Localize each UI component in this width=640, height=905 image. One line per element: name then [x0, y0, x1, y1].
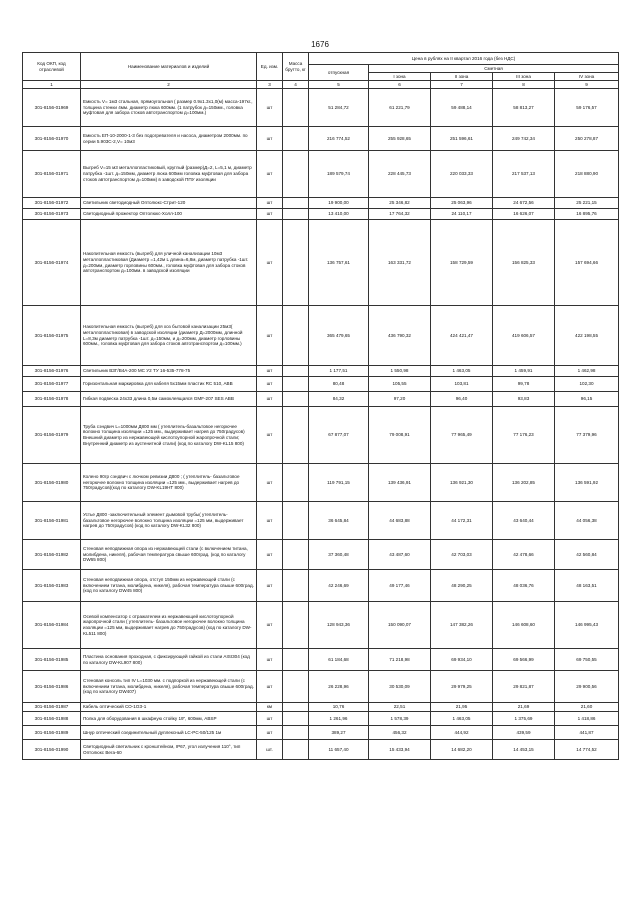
name-cell: Емкость ЕП-10-2000-1-3 без подогревателя и насоса, диаметром 2000мм. по серии 5.903С-2,V= 10м3: [81, 127, 257, 151]
zone-2-price-cell: 1 463,05: [431, 366, 493, 377]
zone-1-price-cell: 71 218,98: [369, 649, 431, 671]
header-zone-2: II зона: [431, 73, 493, 81]
zone-2-price-cell: 424 421,47: [431, 306, 493, 366]
mass-cell: [283, 726, 309, 740]
mass-cell: [283, 392, 309, 407]
unit-cell: шт: [257, 127, 283, 151]
zone-3-price-cell: 136 202,85: [493, 464, 555, 502]
release-price-cell: 389,27: [309, 726, 369, 740]
name-cell: Кабель оптический СО-1ОЗ-1: [81, 703, 257, 712]
zone-2-price-cell: 42 703,03: [431, 540, 493, 570]
code-cell: 301-8156-01972: [23, 198, 81, 209]
unit-cell: шт: [257, 89, 283, 127]
release-price-cell: 42 246,69: [309, 570, 369, 602]
mass-cell: [283, 703, 309, 712]
zone-1-price-cell: 139 436,91: [369, 464, 431, 502]
code-cell: 301-8156-01989: [23, 726, 81, 740]
zone-1-price-cell: 456,32: [369, 726, 431, 740]
name-cell: Светильник ВЗГ/В4А-200 МС У2 ТУ 16-535-778-75: [81, 366, 257, 377]
unit-cell: шт: [257, 377, 283, 392]
table-row: [23, 570, 619, 602]
code-cell: 301-8156-01981: [23, 502, 81, 540]
zone-4-price-cell: 102,30: [555, 377, 619, 392]
zone-2-price-cell: 220 033,33: [431, 151, 493, 198]
mass-cell: [283, 712, 309, 726]
name-cell: Стеновая неподвижная опора из нержавеющей стали (с включением титана, молибдена, никеля), рабочая температура свыше 600град. (код по каталогу DW65 800): [81, 540, 257, 570]
mass-cell: [283, 540, 309, 570]
zone-3-price-cell: 43 640,44: [493, 502, 555, 540]
release-price-cell: 119 791,15: [309, 464, 369, 502]
zone-1-price-cell: 44 683,88: [369, 502, 431, 540]
name-cell: Пластина основания проходная, с фиксирующей гайкой из стали AISI304 (код по каталогу DW-KL907 800): [81, 649, 257, 671]
table-row: [23, 703, 619, 712]
zone-1-price-cell: 1 578,39: [369, 712, 431, 726]
name-cell: Выгреб V=15 м3 металлопластиковый, круглый (размер)Д=2, L=5,1 м, диаметр патрубка -1шт. д=150мм, диаметр люка 600мм головка муфтовая для забора стоков автотранспортом д=100мм) в заводской ППУ изоляции: [81, 151, 257, 198]
column-number: 3: [257, 81, 283, 89]
code-cell: 301-8156-01990: [23, 740, 81, 760]
name-cell: Горизонтальная маркировка для кабеля 5х15мм пластик RC 510, ABB: [81, 377, 257, 392]
table-row: [23, 602, 619, 649]
unit-cell: шт: [257, 198, 283, 209]
zone-3-price-cell: 14 453,15: [493, 740, 555, 760]
zone-4-price-cell: 96,15: [555, 392, 619, 407]
release-price-cell: 19 900,00: [309, 198, 369, 209]
release-price-cell: 365 479,65: [309, 306, 369, 366]
table-row: [23, 464, 619, 502]
name-cell: Колено 90гр сэндвич с лючком ревизии Д800 ; ( утеплитель- базальтовое негорючее волокно толщина изоляции =125 мм., выдерживает нагрев до 750градусов)(код по каталогу DW-KL19НТ 800): [81, 464, 257, 502]
table-row: [23, 502, 619, 540]
table-row: [23, 407, 619, 464]
table-row: [23, 712, 619, 726]
zone-3-price-cell: 69 566,99: [493, 649, 555, 671]
table-row: [23, 198, 619, 209]
unit-cell: шт: [257, 570, 283, 602]
zone-3-price-cell: 42 478,66: [493, 540, 555, 570]
code-cell: 301-8156-01976: [23, 366, 81, 377]
column-number: 6: [369, 81, 431, 89]
code-cell: 301-8156-01984: [23, 602, 81, 649]
mass-cell: [283, 127, 309, 151]
zone-2-price-cell: 136 921,30: [431, 464, 493, 502]
table-row: [23, 726, 619, 740]
code-cell: 301-8156-01987: [23, 703, 81, 712]
code-cell: 301-8156-01988: [23, 712, 81, 726]
unit-cell: шт: [257, 392, 283, 407]
unit-cell: шт: [257, 502, 283, 540]
header-release: отпускная: [309, 65, 369, 81]
zone-2-price-cell: 44 172,31: [431, 502, 493, 540]
release-price-cell: 1 261,96: [309, 712, 369, 726]
zone-2-price-cell: 103,81: [431, 377, 493, 392]
header-estimated: Сметная: [369, 65, 619, 73]
table-row: [23, 540, 619, 570]
zone-3-price-cell: 156 825,33: [493, 220, 555, 306]
table-row: [23, 306, 619, 366]
zone-4-price-cell: 157 694,66: [555, 220, 619, 306]
zone-1-price-cell: 79 008,91: [369, 407, 431, 464]
code-cell: 301-8156-01983: [23, 570, 81, 602]
zone-3-price-cell: 21,69: [493, 703, 555, 712]
zone-1-price-cell: 105,55: [369, 377, 431, 392]
mass-cell: [283, 377, 309, 392]
code-cell: 301-8156-01985: [23, 649, 81, 671]
name-cell: Накопительная емкость (выгреб) для хоз бытовой канализации 25м3( металлопластиковая) в заводской изоляции (диаметр Д=2000мм, длинной L=8,3м диаметр патрубка -1шт. д=150мм, и д=200мм, диаметр горловины 600мм., головка муфтовая для забора стоков автотранспортом д=100мм.): [81, 306, 257, 366]
header-zone-4: IV зона: [555, 73, 619, 81]
zone-4-price-cell: 422 198,55: [555, 306, 619, 366]
code-cell: 301-8156-01977: [23, 377, 81, 392]
name-cell: Светильник светодиодный Оптолюкс-Стрит-120: [81, 198, 257, 209]
zone-3-price-cell: 16 626,07: [493, 209, 555, 220]
column-number: 9: [555, 81, 619, 89]
zone-3-price-cell: 1 375,69: [493, 712, 555, 726]
zone-4-price-cell: 69 750,55: [555, 649, 619, 671]
column-number: 8: [493, 81, 555, 89]
column-number: 1: [23, 81, 81, 89]
name-cell: Осевой компенсатор с отражателем из нержавеющей кислотоупорной жаропрочной стали ( утеплитель- базальтовое негорючее волокно толщина изоляции =125 мм, выдерживает нагрев до 750градусов) (код по каталогу DW-KL511 800): [81, 602, 257, 649]
name-cell: Стеновая неподвижная опора, отступ 150мм из нержавеющей стали (с включением титана, молибдена, никеля), рабочая температура свыше 600град. (код по каталогу DW45 800): [81, 570, 257, 602]
zone-1-price-cell: 30 530,09: [369, 671, 431, 703]
code-cell: 301-8156-01979: [23, 407, 81, 464]
release-price-cell: 11 657,40: [309, 740, 369, 760]
header-unit: Ед. изм.: [257, 53, 283, 81]
zone-4-price-cell: 29 900,56: [555, 671, 619, 703]
release-price-cell: 67 877,07: [309, 407, 369, 464]
zone-1-price-cell: 163 331,72: [369, 220, 431, 306]
table-row: [23, 89, 619, 127]
unit-cell: шт: [257, 209, 283, 220]
code-cell: 301-8156-01971: [23, 151, 81, 198]
zone-4-price-cell: 1 462,98: [555, 366, 619, 377]
name-cell: Стеновая консоль тип IV L=1030 мм. с подпоркой из нержавеющей стали (с включением титана, молибдена, никеля), рабочая температура свыше 600град.(код по каталогу DW407): [81, 671, 257, 703]
zone-3-price-cell: 419 606,57: [493, 306, 555, 366]
zone-3-price-cell: 24 672,56: [493, 198, 555, 209]
page-number: 1676: [311, 40, 329, 49]
zone-4-price-cell: 441,87: [555, 726, 619, 740]
table-row: [23, 209, 619, 220]
code-cell: 301-8156-01986: [23, 671, 81, 703]
zone-4-price-cell: 146 995,43: [555, 602, 619, 649]
table-row: [23, 649, 619, 671]
zone-4-price-cell: 48 163,51: [555, 570, 619, 602]
release-price-cell: 37 360,48: [309, 540, 369, 570]
unit-cell: шт: [257, 540, 283, 570]
column-number: 7: [431, 81, 493, 89]
zone-3-price-cell: 48 036,76: [493, 570, 555, 602]
zone-1-price-cell: 17 764,32: [369, 209, 431, 220]
name-cell: Шнур оптический соединительный дуплексный LC-PC-50/125 1м: [81, 726, 257, 740]
unit-cell: шт: [257, 726, 283, 740]
table-body: [23, 89, 619, 760]
zone-2-price-cell: 251 596,61: [431, 127, 493, 151]
code-cell: 301-8156-01978: [23, 392, 81, 407]
zone-2-price-cell: 14 682,20: [431, 740, 493, 760]
zone-4-price-cell: 14 774,52: [555, 740, 619, 760]
zone-2-price-cell: 158 729,59: [431, 220, 493, 306]
name-cell: Емкость V= 1м3 стальная, прямоугольная ( размер 0.9х1.3х1,0(м) масса-197кг., толщина стенки 4мм. диаметр люка 600мм. (1 патрубок д=150мм., головка муфтовая для забора стоков автотранспортом д=100мм.): [81, 89, 257, 127]
zone-3-price-cell: 439,59: [493, 726, 555, 740]
header-name: Наименование материалов и изделий: [81, 53, 257, 81]
zone-2-price-cell: 59 488,14: [431, 89, 493, 127]
zone-1-price-cell: 61 221,79: [369, 89, 431, 127]
unit-cell: шт: [257, 407, 283, 464]
header-zone-3: III зона: [493, 73, 555, 81]
table-row: [23, 740, 619, 760]
zone-4-price-cell: 1 418,86: [555, 712, 619, 726]
name-cell: Светодиодный прожектор Оптолюкс-Холл-100: [81, 209, 257, 220]
zone-4-price-cell: 77 379,96: [555, 407, 619, 464]
column-number: 5: [309, 81, 369, 89]
header-zone-1: I зона: [369, 73, 431, 81]
mass-cell: [283, 209, 309, 220]
zone-4-price-cell: 136 591,92: [555, 464, 619, 502]
unit-cell: шт: [257, 602, 283, 649]
zone-3-price-cell: 249 742,34: [493, 127, 555, 151]
zone-1-price-cell: 15 433,94: [369, 740, 431, 760]
zone-4-price-cell: 21,60: [555, 703, 619, 712]
name-cell: Накопительная емкость (выгреб) для уличной канализации 10м3 металлопластиковая (Диаметр =1,42м L длина=6,8м, диаметр патрубка -1шт. д=200мм, диаметр горловины 600мм., головка муфтовая для забора стоков автотранспортом д=100мм. в заводской изоляции: [81, 220, 257, 306]
mass-cell: [283, 89, 309, 127]
code-cell: 301-8156-01975: [23, 306, 81, 366]
zone-4-price-cell: 44 056,38: [555, 502, 619, 540]
table-row: [23, 366, 619, 377]
zone-3-price-cell: 217 537,13: [493, 151, 555, 198]
zone-3-price-cell: 77 176,23: [493, 407, 555, 464]
zone-4-price-cell: 59 176,57: [555, 89, 619, 127]
unit-cell: шт: [257, 649, 283, 671]
zone-4-price-cell: 250 278,87: [555, 127, 619, 151]
mass-cell: [283, 407, 309, 464]
release-price-cell: 26 228,96: [309, 671, 369, 703]
zone-3-price-cell: 58 813,27: [493, 89, 555, 127]
unit-cell: шт.: [257, 740, 283, 760]
mass-cell: [283, 366, 309, 377]
zone-4-price-cell: 218 880,90: [555, 151, 619, 198]
zone-2-price-cell: 69 934,10: [431, 649, 493, 671]
header-code: Код ОКП, код отраслевой: [23, 53, 81, 81]
zone-2-price-cell: 21,95: [431, 703, 493, 712]
code-cell: 301-8156-01969: [23, 89, 81, 127]
unit-cell: км: [257, 703, 283, 712]
table-row: [23, 671, 619, 703]
unit-cell: шт: [257, 464, 283, 502]
name-cell: Устье Д800 -заключительный элемент дымовой трубы( утеплитель- базальтовое негорючее волокно толщина изоляции =125 мм, выдерживает нагрев до 750градусов) (код по каталогу DW-KL32 800): [81, 502, 257, 540]
zone-1-price-cell: 150 090,07: [369, 602, 431, 649]
zone-1-price-cell: 228 445,73: [369, 151, 431, 198]
release-price-cell: 216 774,52: [309, 127, 369, 151]
table-row: [23, 151, 619, 198]
column-number: 2: [81, 81, 257, 89]
unit-cell: шт: [257, 151, 283, 198]
zone-2-price-cell: 25 063,96: [431, 198, 493, 209]
zone-2-price-cell: 48 290,25: [431, 570, 493, 602]
code-cell: 301-8156-01982: [23, 540, 81, 570]
unit-cell: шт: [257, 712, 283, 726]
name-cell: Полка для оборудования в шкафную стойку 19", 600мм, ABSP: [81, 712, 257, 726]
zone-2-price-cell: 29 979,25: [431, 671, 493, 703]
unit-cell: шт: [257, 306, 283, 366]
mass-cell: [283, 220, 309, 306]
release-price-cell: 1 177,51: [309, 366, 369, 377]
unit-cell: шт: [257, 366, 283, 377]
header-price-title: Цена в рублях на II квартал 2016 года (без НДС): [309, 53, 619, 65]
table-header: [23, 53, 619, 89]
unit-cell: шт: [257, 671, 283, 703]
code-cell: 301-8156-01980: [23, 464, 81, 502]
zone-1-price-cell: 436 790,32: [369, 306, 431, 366]
zone-3-price-cell: 146 608,60: [493, 602, 555, 649]
mass-cell: [283, 151, 309, 198]
table-row: [23, 377, 619, 392]
zone-3-price-cell: 1 459,91: [493, 366, 555, 377]
table-row: [23, 220, 619, 306]
mass-cell: [283, 570, 309, 602]
zone-1-price-cell: 22,51: [369, 703, 431, 712]
column-number: 4: [283, 81, 309, 89]
zone-1-price-cell: 25 346,82: [369, 198, 431, 209]
mass-cell: [283, 306, 309, 366]
zone-4-price-cell: 16 895,76: [555, 209, 619, 220]
release-price-cell: 10,76: [309, 703, 369, 712]
table-row: [23, 127, 619, 151]
zone-1-price-cell: 255 928,65: [369, 127, 431, 151]
code-cell: 301-8156-01973: [23, 209, 81, 220]
release-price-cell: 128 943,36: [309, 602, 369, 649]
release-price-cell: 36 645,84: [309, 502, 369, 540]
price-table: [22, 52, 619, 760]
mass-cell: [283, 649, 309, 671]
mass-cell: [283, 502, 309, 540]
mass-cell: [283, 740, 309, 760]
zone-2-price-cell: 77 965,49: [431, 407, 493, 464]
table-row: [23, 392, 619, 407]
release-price-cell: 136 757,61: [309, 220, 369, 306]
mass-cell: [283, 198, 309, 209]
zone-2-price-cell: 1 463,05: [431, 712, 493, 726]
zone-2-price-cell: 147 382,26: [431, 602, 493, 649]
mass-cell: [283, 464, 309, 502]
release-price-cell: 61 184,68: [309, 649, 369, 671]
mass-cell: [283, 671, 309, 703]
mass-cell: [283, 602, 309, 649]
zone-3-price-cell: 99,78: [493, 377, 555, 392]
zone-1-price-cell: 97,20: [369, 392, 431, 407]
release-price-cell: 13 410,00: [309, 209, 369, 220]
release-price-cell: 80,48: [309, 377, 369, 392]
name-cell: Труба сэндвич L=1000мм Д800 мм ( утеплитель-базальтовое негорючее волокно толщина изоляции =125 мм., выдерживает нагрев до 750градусов) Внешний диаметр из нержавеющей кислотоупорной жаропрочной стали; Внутренний диаметр из аустенитной стали) (код по каталогу DW-KL15 800): [81, 407, 257, 464]
code-cell: 301-8156-01970: [23, 127, 81, 151]
zone-1-price-cell: 1 550,98: [369, 366, 431, 377]
zone-2-price-cell: 96,40: [431, 392, 493, 407]
zone-4-price-cell: 42 560,84: [555, 540, 619, 570]
release-price-cell: 189 579,74: [309, 151, 369, 198]
zone-4-price-cell: 25 221,15: [555, 198, 619, 209]
zone-3-price-cell: 29 821,87: [493, 671, 555, 703]
code-cell: 301-8156-01974: [23, 220, 81, 306]
zone-1-price-cell: 49 177,46: [369, 570, 431, 602]
unit-cell: шт: [257, 220, 283, 306]
column-numbers-row: [23, 81, 619, 89]
zone-2-price-cell: 444,92: [431, 726, 493, 740]
name-cell: Светодиодный светильник с кронштейном, IP67, угол излучения 110°, тип Оптолюкс Вега-60: [81, 740, 257, 760]
release-price-cell: 84,32: [309, 392, 369, 407]
zone-2-price-cell: 24 110,17: [431, 209, 493, 220]
zone-3-price-cell: 93,83: [493, 392, 555, 407]
release-price-cell: 51 284,72: [309, 89, 369, 127]
zone-1-price-cell: 43 487,60: [369, 540, 431, 570]
header-mass: Масса брутто, кг: [283, 53, 309, 81]
name-cell: Гибкая подвеска 24х33 длина 0,5м самоклеящаяся GMF-207 SES ABB: [81, 392, 257, 407]
